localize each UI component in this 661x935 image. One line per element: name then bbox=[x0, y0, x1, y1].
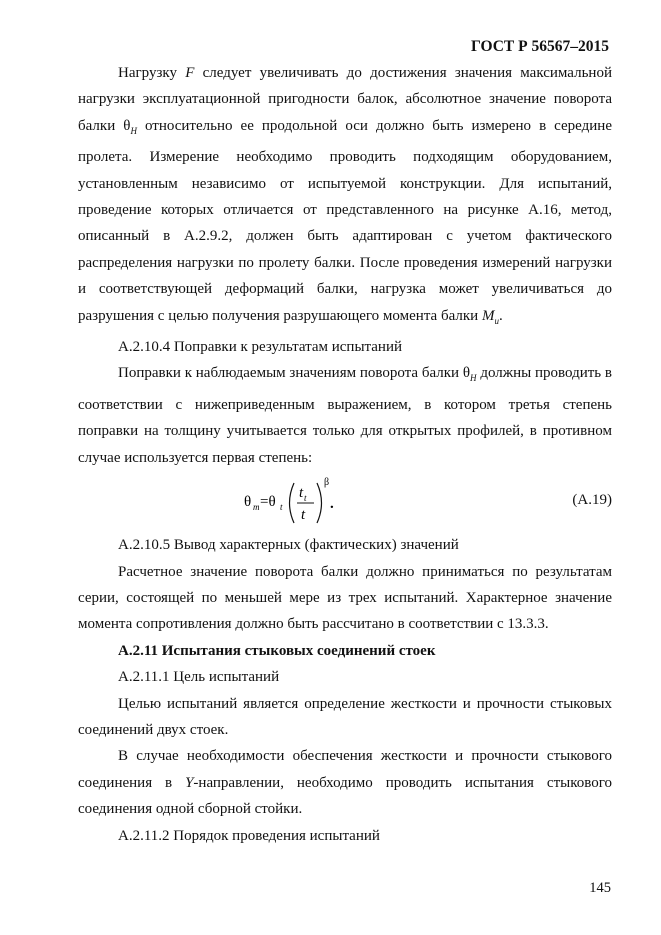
paragraph-load-procedure bbox=[78, 60, 612, 334]
formula-sub-m: m bbox=[253, 502, 260, 513]
text-run: следует увеличивать до достижения значения максимальной нагрузки эксплуатационной пригодности балок, абсолютное значение поворота балки θ bbox=[78, 65, 612, 134]
heading-a-2-10-5: А.2.10.5 Вывод характерных (фактических) значений bbox=[118, 537, 459, 554]
heading-a-2-11-2: А.2.11.2 Порядок проведения испытаний bbox=[118, 827, 380, 844]
text-run: Поправки к наблюдаемым значениям поворота балки θ bbox=[118, 365, 471, 382]
paragraph-y-direction bbox=[78, 743, 612, 822]
formula-dot: . bbox=[330, 496, 334, 513]
paragraph-corrections bbox=[78, 360, 612, 471]
paragraph-test-purpose: Целью испытаний является определение жесткости и прочности стыковых соединений двух стоек. bbox=[78, 695, 612, 738]
document-header: ГОСТ Р 56567–2015 bbox=[471, 38, 609, 55]
equation-number: (А.19) bbox=[572, 492, 612, 509]
heading-a-2-10-4: А.2.10.4 Поправки к результатам испытаний bbox=[118, 339, 402, 356]
variable-y: Y bbox=[185, 774, 194, 791]
subscript-u: u bbox=[494, 315, 499, 326]
subscript-h: H bbox=[470, 373, 477, 384]
formula-exponent-beta: β bbox=[324, 477, 330, 489]
text-run: относительно ее продольной оси должно быть измерено в середине пролета. Измерение необходимо проводить подходящим оборудованием, установленным независимо от испытуемой конструкции. Для испытаний, проведение которых отличается от представленного на рисунке А.16, метод, описанный в А.2.9.2, должен быть адаптирован с учетом фактического распределения нагрузки по пролету балки. После проведения измерений нагрузки и соответствующей деформаций балки, нагрузка может увеличиваться до разрушения с целью получения разрушающего момента балки bbox=[78, 117, 612, 324]
text-run: В случае необходимости обеспечения жесткости и прочности стыкового соединения в bbox=[78, 748, 612, 791]
page-number: 145 bbox=[589, 880, 611, 896]
page-body bbox=[78, 60, 612, 849]
formula-equals-theta: =θ bbox=[260, 494, 276, 511]
formula-denominator: t bbox=[301, 507, 306, 524]
heading-a-2-11-1: А.2.11.1 Цель испытаний bbox=[118, 669, 280, 686]
formula-sub-t: t bbox=[280, 502, 283, 513]
formula-a-19 bbox=[78, 473, 612, 531]
text-run: . bbox=[498, 307, 503, 324]
text-run: Нагрузку bbox=[118, 65, 186, 81]
formula-numerator-sub: t bbox=[304, 493, 307, 504]
text-run: должны проводить в соответствии с нижеприведенным выражением, в котором третья степень поправки на толщину учитывается только для открытых профилей, в противном случае используется первая степень: bbox=[78, 365, 612, 466]
right-paren bbox=[317, 483, 322, 523]
formula-numerator: t bbox=[299, 485, 304, 502]
paragraph-characteristic-values: Расчетное значение поворота балки должно приниматься по результатам серии, состоящей по меньшей мере из трех испытаний. Характерное значение момента сопротивления должно быть рассчитано в соответствии с 13.3.3. bbox=[78, 563, 612, 633]
subscript-h: H bbox=[130, 125, 137, 136]
variable-m: M bbox=[481, 307, 495, 324]
formula-theta-m: θ bbox=[244, 494, 252, 511]
text-run: -направлении, необходимо проводить испытания стыкового соединения одной сборной стойки. bbox=[78, 774, 612, 818]
formula-expression bbox=[244, 475, 354, 529]
left-paren bbox=[290, 483, 295, 523]
heading-a-2-11: А.2.11 Испытания стыковых соединений стоек bbox=[118, 642, 436, 659]
variable-f: F bbox=[185, 65, 195, 81]
